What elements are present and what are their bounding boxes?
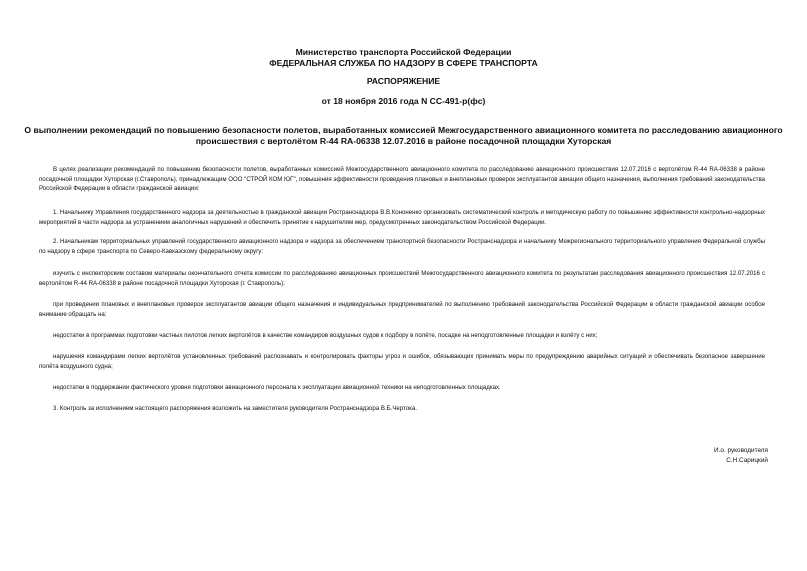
service-heading: ФЕДЕРАЛЬНАЯ СЛУЖБА ПО НАДЗОРУ В СФЕРЕ ТРАНСПОРТА [269, 58, 538, 68]
paragraph-item-3: 3. Контроль за исполнением настоящего распоряжения возложить на заместителя руководителя Ространснадзора В.Б.Чертока. [53, 405, 418, 412]
paragraph-study-materials: изучить с инспекторским составом материалы окончательного отчета комиссии по расследованию авиационных происшествий Межгосударственного авиационного комитета по результатам расследования авиационного происшествия 12.07.2016 с вертолётом R-44 RA-06338 в районе посадочной площадки Хуторская (г. Ставрополь); [39, 270, 765, 287]
paragraph-personnel-deficiencies: недостатки в поддержании фактического уровня подготовки авиационного персонала к эксплуатации авиационной техники на неподготовленных площадках. [53, 384, 501, 391]
paragraph-commander-violations: нарушения командирами легких вертолётов установленных требований распознавать и контролировать факторы угроз и ошибок, обязывающих принимать меры по предупреждению аварийных ситуаций и обеспечивать безопасное завершение полёта воздушного судна; [39, 353, 765, 370]
document-title: О выполнении рекомендаций по повышению безопасности полетов, выработанных комиссией Межгосударственного авиационного комитета по расследованию авиационного происшествия с вертолётом R-44 RA-06338 12.07.2016 в районе посадочной площадки Хуторская [24, 125, 783, 146]
paragraph-item-1: 1. Начальнику Управления государственного надзора за деятельностью в гражданской авиации Ространснадзора В.В.Кононенко организовать систематический контроль и методическую работу по повышению эффективности контрольно-надзорных мероприятий в части надзора за устранением аналогичных нарушений и обеспечить принятие к нарушителям мер, предусмотренных законодательством Российской Федерации. [39, 209, 765, 226]
signature-position: И.о. руководителя [714, 447, 768, 454]
document-type: РАСПОРЯЖЕНИЕ [366, 76, 441, 86]
paragraph-inspections: при проведении плановых и внеплановых проверок эксплуатантов авиации общего назначения и индивидуальных предпринимателей по выполнению требований законодательства Российской Федерации в области гражданской авиации особое внимание обращать на: [39, 301, 765, 318]
paragraph-item-2: 2. Начальникам территориальных управлений государственного авиационного надзора и надзора за обеспечением транспортной безопасности Ространснадзора и начальнику Межрегионального территориального управления Федеральной службы по надзору в сфере транспорта по Северо-Кавказскому федеральному округу: [39, 238, 765, 255]
paragraph-preamble: В целях реализации рекомендаций по повышению безопасности полетов, выработанных комиссией Межгосударственного авиационного комитета по расследованию авиационного происшествия 12.07.2016 с вертолётом R-44 RA-06338 в районе посадочной площадки Хуторская (г.Ставрополь), принадлежащим ООО "СТРОЙ КОМ ЮГ", повышения эффективности проведения плановых и внеплановых проверок эксплуатантов авиации общего назначения, выполнения требований законодательства Российской Федерации в области гражданской авиации: [39, 166, 765, 193]
paragraph-training-deficiencies: недостатки в программах подготовки частных пилотов легких вертолётов в качестве командиров воздушных судов к подбору в полёте, посадке на неподготовленные площадки и взлёту с них; [53, 332, 598, 339]
signature-name: С.Н.Сарицкий [726, 457, 768, 464]
document-date-number: от 18 ноября 2016 года N СС-491-р(фс) [321, 96, 486, 106]
ministry-heading: Министерство транспорта Российской Федерации [295, 47, 512, 57]
